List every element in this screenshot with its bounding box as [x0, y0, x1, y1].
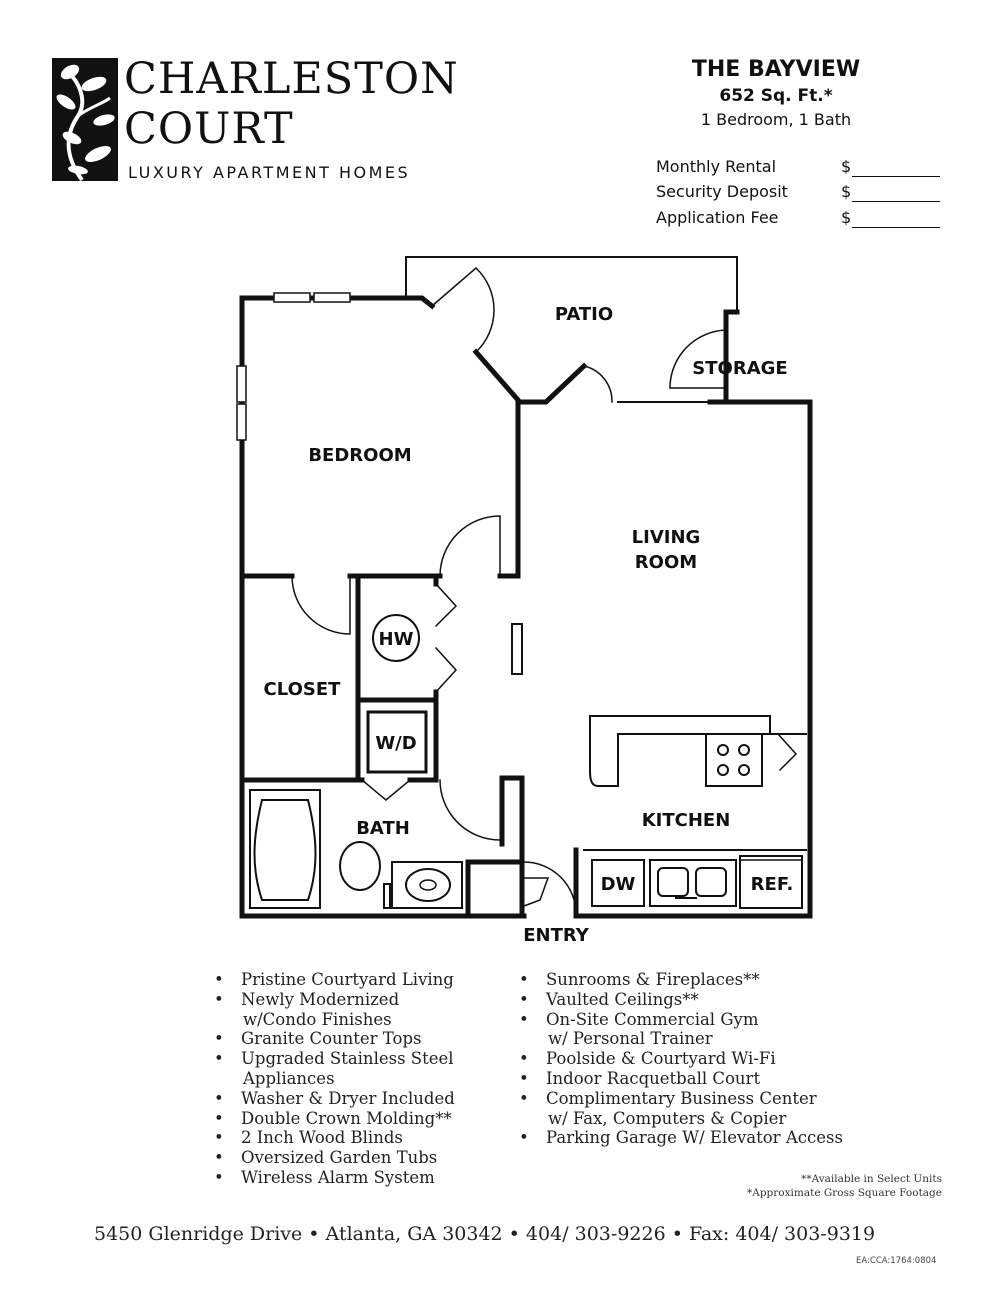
- fee-currency: $: [841, 157, 852, 176]
- label-ref: REF.: [750, 874, 794, 895]
- room-label-closet: CLOSET: [263, 679, 341, 700]
- room-label-patio: PATIO: [554, 304, 614, 325]
- feature-item: • Double Crown Molding**: [214, 1109, 504, 1129]
- features-list-right: [519, 970, 879, 1148]
- fee-label: Application Fee: [656, 208, 779, 227]
- feature-item: • Wireless Alarm System: [214, 1168, 504, 1188]
- feature-item: • On-Site Commercial Gym: [519, 1010, 879, 1030]
- feature-item: w/Condo Finishes: [243, 1009, 392, 1029]
- fee-label: Monthly Rental: [656, 157, 777, 176]
- feature-item: • Poolside & Courtyard Wi-Fi: [519, 1049, 879, 1069]
- feature-item: • Newly Modernized: [214, 990, 504, 1010]
- feature-item: • Oversized Garden Tubs: [214, 1148, 504, 1168]
- feature-item: • Parking Garage W/ Elevator Access: [519, 1128, 879, 1148]
- feature-item: • Granite Counter Tops: [214, 1029, 504, 1049]
- feature-item: • Indoor Racquetball Court: [519, 1069, 879, 1089]
- room-label-bedroom: BEDROOM: [308, 445, 412, 466]
- room-label-bath: BATH: [356, 818, 410, 839]
- room-label-storage: STORAGE: [692, 358, 788, 379]
- label-wd: W/D: [375, 733, 417, 754]
- plan-layout: 1 Bedroom, 1 Bath: [700, 110, 852, 129]
- brand-name-line2: COURT: [124, 104, 294, 154]
- label-dw: DW: [600, 874, 636, 895]
- feature-item: • 2 Inch Wood Blinds: [214, 1128, 504, 1148]
- feature-item: w/ Personal Trainer: [548, 1029, 713, 1049]
- note-square-footage: *Approximate Gross Square Footage: [746, 1187, 942, 1199]
- footer-code: EA:CCA:1764:0804: [856, 1256, 937, 1266]
- feature-item: w/ Fax, Computers & Copier: [548, 1108, 787, 1128]
- brand-tagline: LUXURY APARTMENT HOMES: [128, 163, 411, 182]
- feature-item: Appliances: [243, 1068, 335, 1088]
- feature-item: • Sunrooms & Fireplaces**: [519, 970, 879, 990]
- feature-item: • Complimentary Business Center: [519, 1089, 879, 1109]
- note-select-units: **Available in Select Units: [801, 1173, 942, 1185]
- feature-item: • Pristine Courtyard Living: [214, 970, 504, 990]
- room-label-kitchen: KITCHEN: [641, 810, 731, 831]
- room-label-living-1: LIVING: [631, 527, 701, 548]
- fee-currency: $: [841, 182, 852, 201]
- feature-item: • Upgraded Stainless Steel: [214, 1049, 504, 1069]
- plan-area: 652 Sq. Ft.*: [719, 86, 833, 106]
- features-list-left: [214, 970, 504, 1188]
- fee-currency: $: [841, 208, 852, 227]
- brand-name-line1: CHARLESTON: [124, 54, 459, 104]
- feature-item: • Washer & Dryer Included: [214, 1089, 504, 1109]
- plan-name: THE BAYVIEW: [691, 57, 861, 82]
- feature-item: • Vaulted Ceilings**: [519, 990, 879, 1010]
- fee-label: Security Deposit: [656, 182, 788, 201]
- room-label-living-2: ROOM: [634, 552, 698, 573]
- label-hw: HW: [378, 629, 414, 650]
- label-entry: ENTRY: [523, 925, 589, 946]
- footer-address: 5450 Glenridge Drive • Atlanta, GA 30342 • 404/ 303-9226 • Fax: 404/ 303-9319: [94, 1223, 876, 1245]
